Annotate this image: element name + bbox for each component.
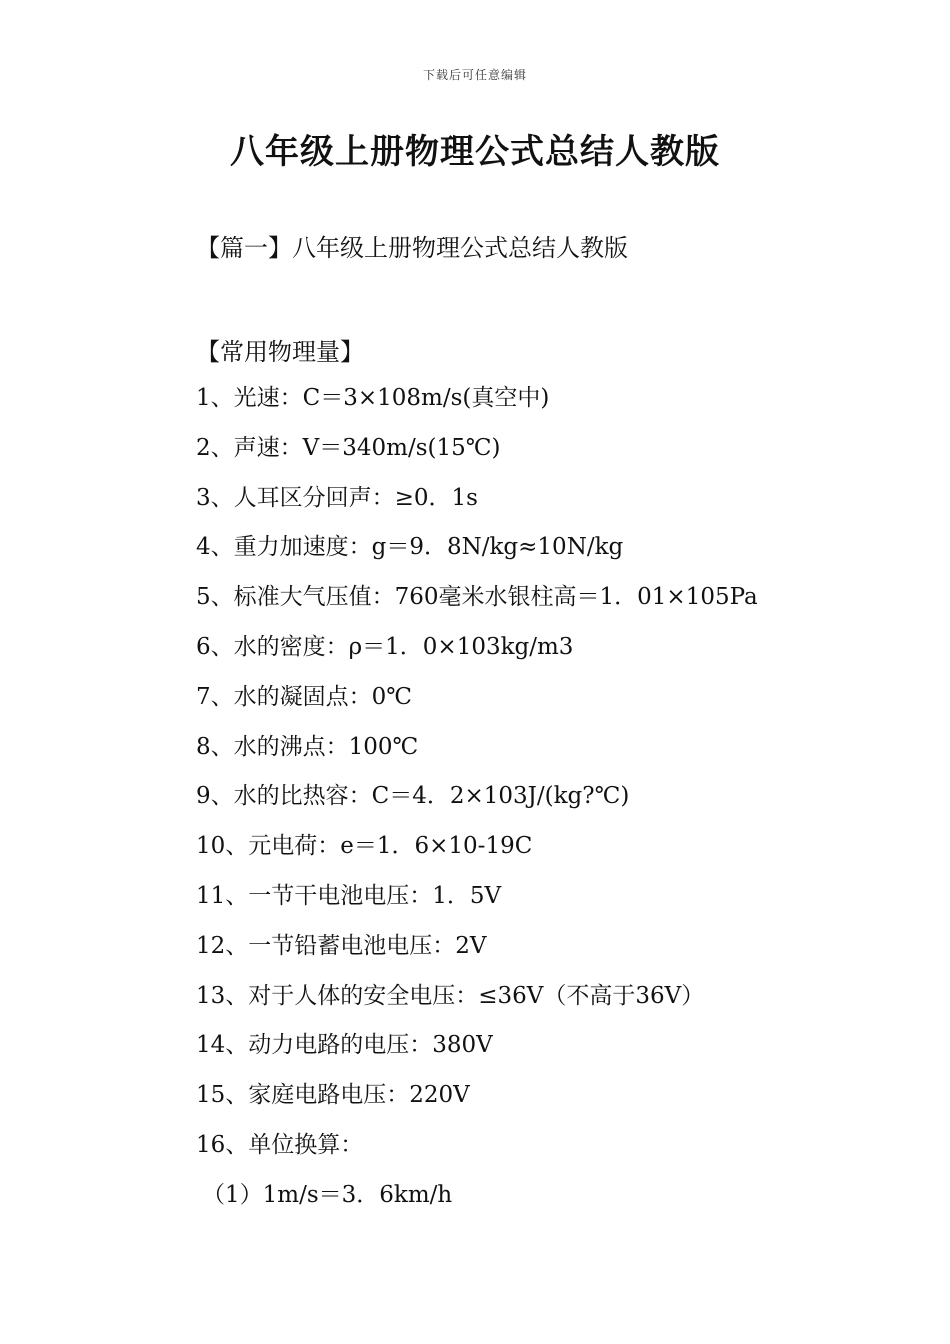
document-title: 八年级上册物理公式总结人教版 (230, 132, 720, 172)
subsection-heading: 【常用物理量】 (196, 338, 364, 366)
list-item: 10、元电荷：e＝1．6×10-19C (196, 833, 533, 860)
list-item: 12、一节铅蓄电池电压：2V (196, 932, 487, 959)
list-item: 2、声速：V＝340m/s(15℃) (196, 434, 501, 461)
list-item: 9、水的比热容：C＝4．2×103J/(kg?℃) (196, 783, 630, 810)
list-item: 6、水的密度：ρ＝1．0×103kg/m3 (196, 633, 574, 660)
list-item: 5、标准大气压值：760毫米水银柱高＝1．01×105Pa (196, 584, 758, 611)
list-item: 3、人耳区分回声：≥0．1s (196, 484, 478, 511)
list-item: 11、一节干电池电压：1．5V (196, 882, 502, 909)
list-item: 1、光速：C＝3×108m/s(真空中) (196, 385, 550, 411)
list-item: 8、水的沸点：100℃ (196, 733, 419, 760)
section-heading: 【篇一】八年级上册物理公式总结人教版 (196, 234, 628, 262)
list-item: 14、动力电路的电压：380V (196, 1032, 493, 1059)
list-item: 15、家庭电路电压：220V (196, 1082, 470, 1109)
list-item: 7、水的凝固点：0℃ (196, 683, 412, 710)
list-item: 13、对于人体的安全电压：≤36V（不高于36V） (196, 982, 705, 1009)
list-item: 16、单位换算： (196, 1131, 364, 1158)
list-item: （1）1m/s＝3．6km/h (202, 1181, 453, 1208)
list-item: 4、重力加速度：g＝9．8N/kg≈10N/kg (196, 534, 624, 561)
header-note: 下载后可任意编辑 (422, 68, 527, 82)
physics-constants-list (196, 380, 758, 1227)
